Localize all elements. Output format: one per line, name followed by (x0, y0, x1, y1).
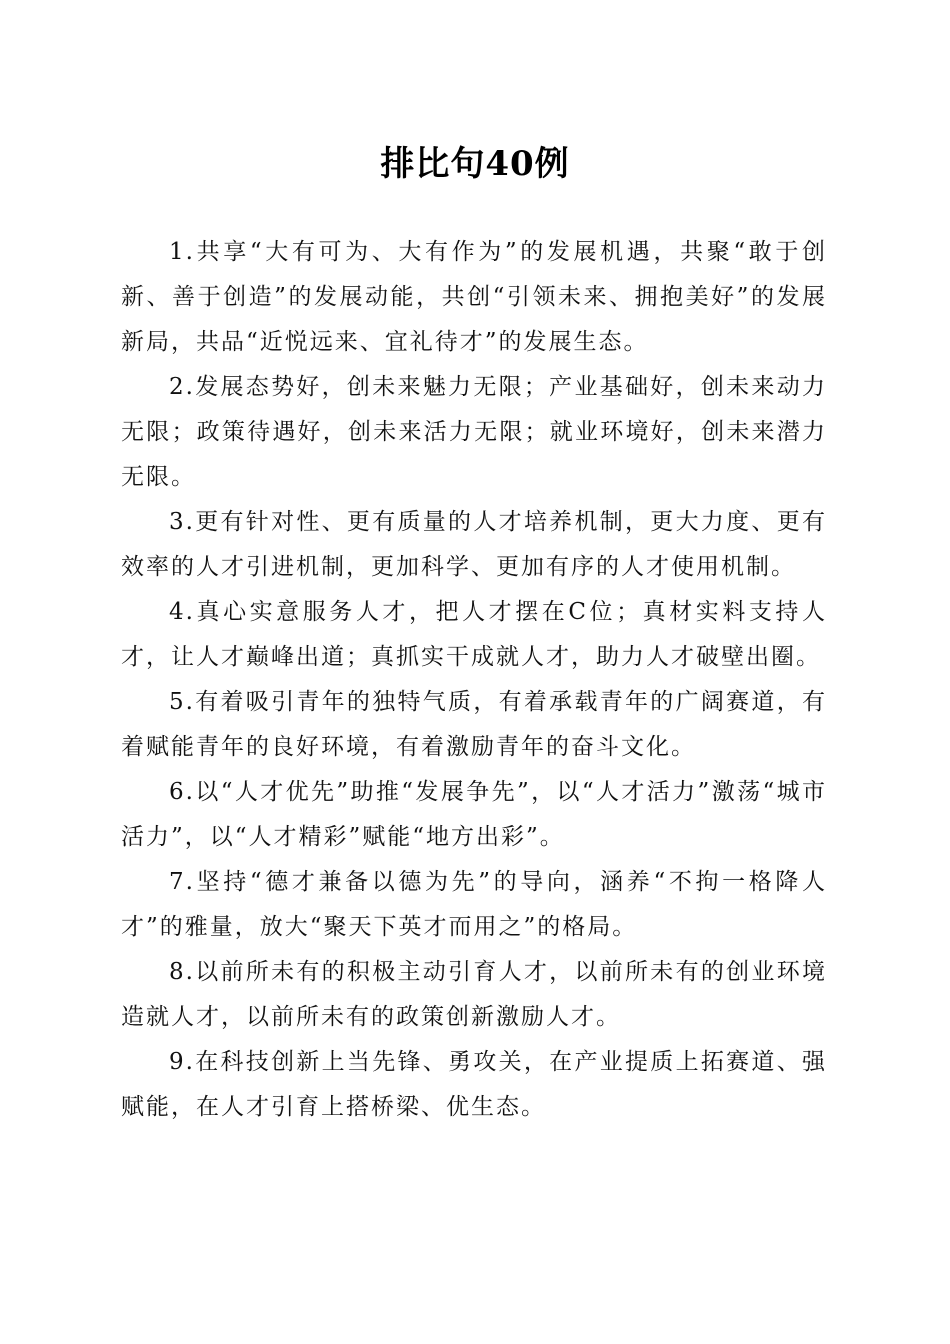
paragraph-8: 8.以前所未有的积极主动引育人才，以前所未有的创业环境造就人才，以前所未有的政策创新激励人才。 (121, 959, 827, 1030)
paragraph-6: 6.以“人才优先”助推“发展争先”，以“人才活力”激荡“城市活力”，以“人才精彩”赋能“地方出彩”。 (121, 779, 827, 850)
paragraph-1: 1.共享“大有可为、大有作为”的发展机遇，共聚“敢于创新、善于创造”的发展动能，共创“引领未来、拥抱美好”的发展新局，共品“近悦远来、宜礼待才”的发展生态。 (121, 239, 827, 355)
paragraph-7: 7.坚持“德才兼备以德为先”的导向，涵养“不拘一格降人才”的雅量，放大“聚天下英才而用之”的格局。 (121, 869, 827, 940)
document-title: 排比句40例 (380, 144, 570, 184)
paragraph-3: 3.更有针对性、更有质量的人才培养机制，更大力度、更有效率的人才引进机制，更加科学、更加有序的人才使用机制。 (121, 509, 827, 580)
paragraph-4: 4.真心实意服务人才，把人才摆在C位；真材实料支持人才，让人才巅峰出道；真抓实干成就人才，助力人才破壁出圈。 (121, 599, 827, 670)
document-body (121, 230, 827, 1130)
paragraph-2: 2.发展态势好，创未来魅力无限；产业基础好，创未来动力无限；政策待遇好，创未来活力无限；就业环境好，创未来潜力无限。 (121, 374, 827, 490)
paragraph-5: 5.有着吸引青年的独特气质，有着承载青年的广阔赛道，有着赋能青年的良好环境，有着激励青年的奋斗文化。 (121, 689, 827, 760)
paragraph-9: 9.在科技创新上当先锋、勇攻关，在产业提质上拓赛道、强赋能，在人才引育上搭桥梁、优生态。 (121, 1049, 827, 1120)
